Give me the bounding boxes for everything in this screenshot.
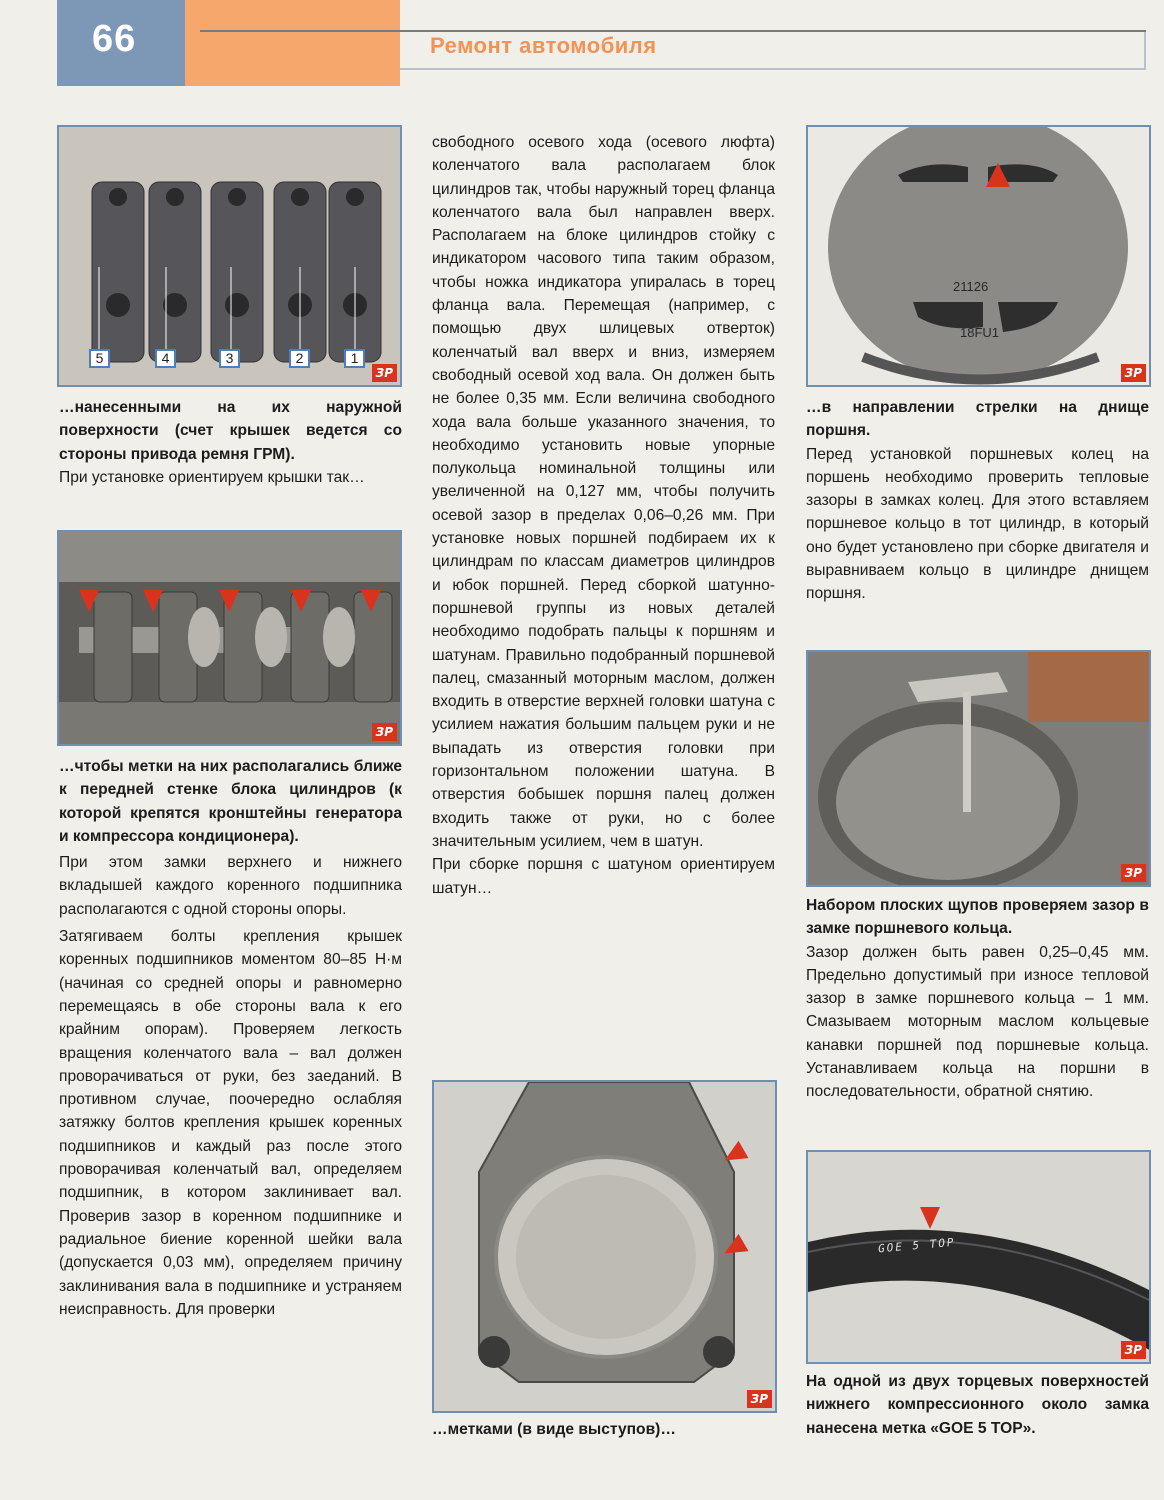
photo-connecting-rod [432, 1080, 777, 1413]
piston-code-1: 21126 [953, 279, 989, 294]
publisher-badge: ЗР [1121, 364, 1146, 382]
col3-block2 [806, 894, 1149, 1104]
caption-piston-arrow: …в направлении стрелки на днище поршня. [806, 399, 1149, 440]
header-orange-block [185, 0, 400, 86]
mark-arrow-1 [79, 590, 99, 612]
ring-mark-arrow [920, 1207, 940, 1229]
feeler-gauge-illustration [808, 652, 1151, 887]
mark-arrow-3 [219, 590, 239, 612]
col1-block2 [59, 755, 402, 1321]
publisher-badge: ЗР [372, 723, 397, 741]
cap-label-1: 1 [344, 349, 365, 368]
piston-crown-illustration [808, 127, 1151, 387]
ring-illustration [808, 1152, 1151, 1364]
cap-label-4: 4 [155, 349, 176, 368]
caption-rod-marks: …метками (в виде выступов)… [432, 1421, 676, 1438]
col3-block1 [806, 396, 1149, 606]
col1-text-torque: Затягиваем болты крепления крышек коренных подшипников моментом 80–85 Н·м (начиная со средней опоры и равномерно перемещаясь в обе стороны вала к его крайним опорам). Проверяем легкость вращения коленчатого вала – вал должен проворачиваться от руки, без заеданий. В противном случае, поочередно ослабляя затяжку болтов крепления крышек коренных подшипников и каждый раз после этого проворачивая коленчатый вал, определяем подшипник, в котором заклинивает вал. Проверив зазор в коренном подшипнике и радиальное биение коренной шейки вала (допускается 0,03 мм), определяем причину заклинивания вала в подшипнике и устраняем неисправность. Для проверки [59, 928, 402, 1318]
cap-label-3: 3 [219, 349, 240, 368]
publisher-badge: ЗР [1121, 864, 1146, 882]
photo-feeler-gauge [806, 650, 1151, 887]
caption-crankshaft: …чтобы метки на них располагались ближе к передней стенке блока цилиндров (к которой крепятся кронштейны генератора и компрессора кондиционера). [59, 758, 402, 845]
col1-text-bearings: При этом замки верхнего и нижнего вкладышей каждого коренного подшипника располагаются с одной стороны опоры. [59, 854, 402, 918]
section-title: Ремонт автомобиля [430, 33, 657, 58]
col2-text-endplay: свободного осевого хода (осевого люфта) коленчатого вала располагаем блок цилиндров так, чтобы наружный торец фланца коленчатого вала был направлен вверх. Располагаем на блоке цилиндров стойку с индикатором часового типа таким образом, чтобы ножка индикатора упиралась в торец фланца вала. Перемещая (например, с помощью двух шлицевых отверток) коленчатый вал вверх и вниз, измеряем свободный осевой ход вала. Он должен быть не более 0,35 мм. Если величина свободного хода вала больше указанного значения, то необходимо установить новые упорные полукольца номинальной толщины или увеличенной на 0,127 мм, чтобы получить осевой зазор в пределах 0,06–0,26 мм. При установке новых поршней подбираем их к цилиндрам по классам диаметров цилиндров и юбок поршней. Перед сборкой шатунно-поршневой группы из новых деталей необходимо подобрать пальцы к поршням и шатунам. Правильно подобранный поршневой палец, смазанный моторным маслом, должен входить в отверстие верхней головки шатуна с усилием нажатия большим пальцем руки и не выпадать из отверстия головки при горизонтальном положении шатуна. В отверстия бобышек поршня палец должен входить также от руки, но с более значительным усилием, чем в шатун. [432, 134, 775, 850]
publisher-badge: ЗР [1121, 1341, 1146, 1359]
piston-code-2: 18FU1 [960, 325, 1000, 340]
caption-feeler: Набором плоских щупов проверяем зазор в замке поршневого кольца. [806, 897, 1149, 938]
photo-bearing-caps [57, 125, 402, 387]
mark-arrow-4 [291, 590, 311, 612]
cap-label-2: 2 [289, 349, 310, 368]
caption-bearing-caps: …нанесенными на их наружной поверхности (счет крышек ведется со стороны привода ремня ГРМ). [59, 399, 402, 463]
cap-label-5: 5 [89, 349, 110, 368]
col2-block1 [432, 131, 775, 900]
col3-block3 [806, 1370, 1149, 1440]
publisher-badge: ЗР [372, 364, 397, 382]
col3-text-gap-values: Зазор должен быть равен 0,25–0,45 мм. Предельно допустимый при износе тепловой зазор в замке поршневого кольца – 1 мм. Смазываем моторным маслом кольцевые канавки поршней под поршневые кольца. Устанавливаем кольца на поршни в последовательности, обратной снятию. [806, 943, 1149, 1101]
photo-crankshaft-block [57, 530, 402, 746]
bearing-caps-illustration [59, 127, 402, 387]
ring-marking-text: GOE 5 TOP [877, 1235, 957, 1256]
photo-piston-crown [806, 125, 1151, 387]
photo-ring-marking [806, 1150, 1151, 1364]
caption-ring-marking: На одной из двух торцевых поверхностей нижнего компрессионного около замка нанесена метка «GOE 5 TOP». [806, 1373, 1149, 1437]
col3-text-ring-gap: Перед установкой поршневых колец на поршень необходимо проверить тепловые зазоры в замках колец. Для этого вставляем поршневое кольцо в тот цилиндр, в который оно будет установлено при сборке двигателя и выравниваем кольцо в цилиндре днищем поршня. [806, 445, 1149, 603]
col2-caption-block [432, 1418, 775, 1441]
col1-text-orient: При установке ориентируем крышки так… [59, 468, 365, 486]
page-number: 66 [92, 18, 137, 60]
col2-text-orient: При сборке поршня с шатуном ориентируем шатун… [432, 856, 775, 897]
mark-arrow-5 [361, 590, 381, 612]
publisher-badge: ЗР [747, 1390, 772, 1408]
col1-block1 [59, 396, 402, 489]
crankshaft-illustration [59, 532, 402, 746]
mark-arrow-2 [143, 590, 163, 612]
